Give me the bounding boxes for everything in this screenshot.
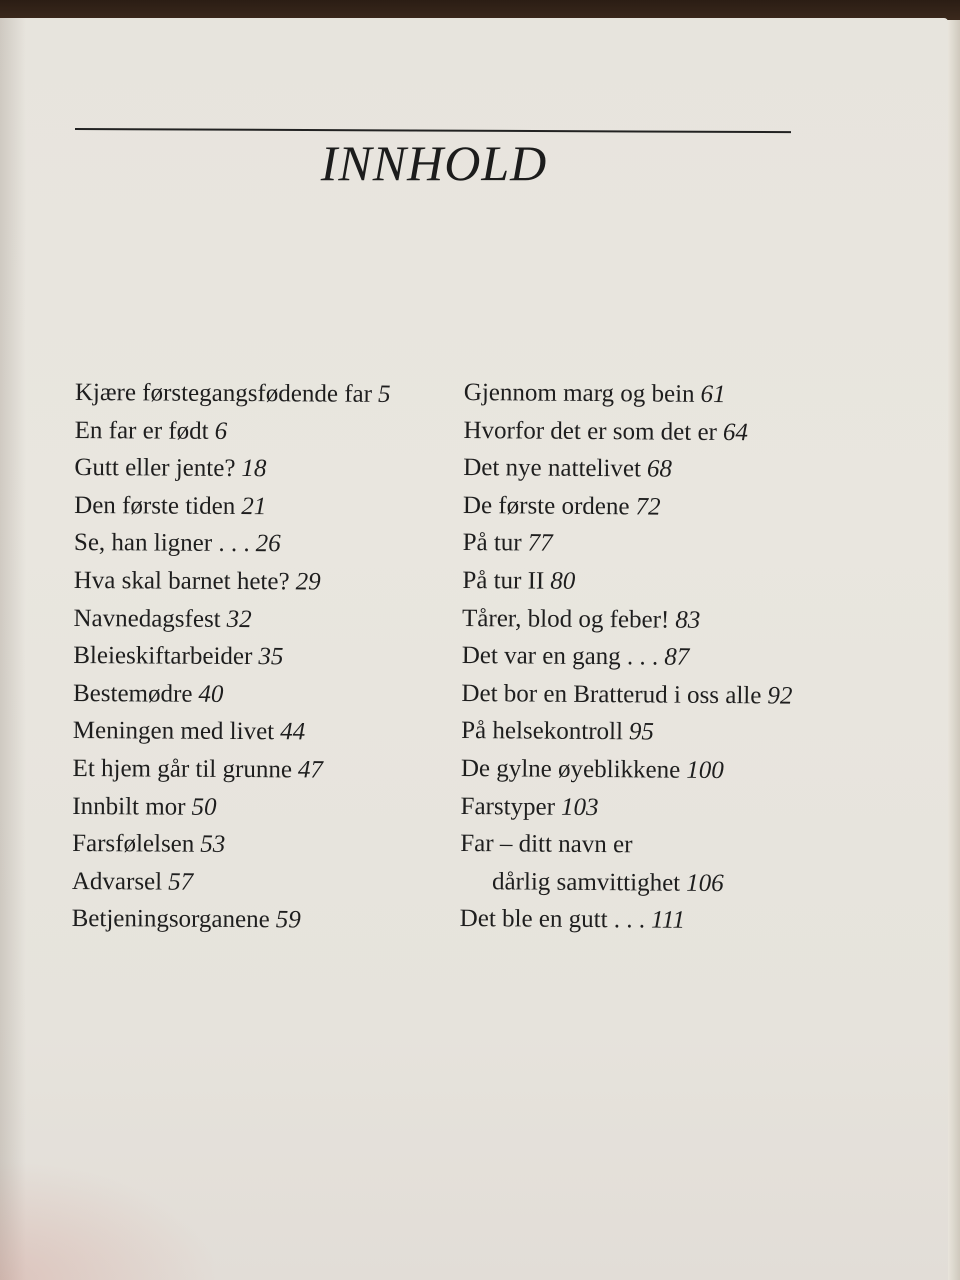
toc-entry xyxy=(74,449,390,489)
toc-entry xyxy=(74,524,390,564)
toc-entry-title: De første ordene xyxy=(462,491,630,521)
toc-entry-title: På helsekontroll xyxy=(461,717,624,746)
toc-entry-title: Tårer, blod og feber! xyxy=(461,604,670,634)
toc-entry-title: Gjennom marg og bein xyxy=(463,378,695,408)
toc-entry-title: Betjeningsorganene xyxy=(71,905,270,934)
toc-entry-page-number: 106 xyxy=(686,869,724,897)
toc-entry-page-number: 59 xyxy=(275,906,301,934)
toc-entry-page-number: 35 xyxy=(258,643,284,671)
toc-entry-page-number: 100 xyxy=(686,756,724,784)
toc-entry-page-number: 72 xyxy=(635,493,661,521)
toc-entry-title: Navnedagsfest xyxy=(73,604,221,633)
toc-entry-title: Bleieskiftarbeider xyxy=(73,642,253,671)
toc-entry xyxy=(72,825,388,865)
toc-entry xyxy=(75,412,391,452)
toc-entry-page-number: 92 xyxy=(767,682,793,710)
toc-entry xyxy=(462,562,793,602)
toc-entry-page-number: 87 xyxy=(664,643,690,671)
toc-entry-page-number: 26 xyxy=(255,530,281,558)
toc-entry-page-number: 103 xyxy=(560,793,599,821)
toc-entry xyxy=(72,750,388,790)
toc-entry xyxy=(463,412,794,452)
toc-entry xyxy=(73,600,389,640)
toc-entry xyxy=(461,675,792,715)
toc-entry-title: På tur II xyxy=(462,566,545,595)
toc-entry xyxy=(462,600,793,640)
toc-entry-page-number: 77 xyxy=(527,529,553,558)
toc-entry-title: Bestemødre xyxy=(72,679,193,708)
toc-entry xyxy=(74,562,390,602)
toc-entry-title: Den første tiden xyxy=(74,491,236,520)
toc-entry-page-number: 80 xyxy=(550,567,576,595)
toc-entry-title: Far – ditt navn er xyxy=(460,830,633,859)
toc-entry xyxy=(463,449,794,489)
toc-entry xyxy=(463,487,794,527)
toc-entry-title: Hvorfor det er som det er xyxy=(463,416,718,446)
toc-entry-page-number: 40 xyxy=(198,680,224,708)
toc-entry xyxy=(72,788,388,828)
toc-entry xyxy=(460,825,791,865)
toc-entry-title: Farstyper xyxy=(460,792,556,821)
toc-entry-title: Farsfølelsen xyxy=(72,830,195,858)
toc-entry xyxy=(460,788,791,828)
toc-entry xyxy=(72,900,388,940)
toc-entry-title: Gutt eller jente? xyxy=(74,454,236,483)
toc-entry xyxy=(73,637,389,677)
toc-entry-page-number: 53 xyxy=(200,830,226,859)
toc-entry-page-number: 6 xyxy=(214,417,228,445)
toc-entry xyxy=(461,712,792,752)
toc-entry-title: Advarsel xyxy=(71,867,163,896)
toc-entry xyxy=(464,374,795,414)
toc-entry-title: Hva skal barnet hete? xyxy=(73,566,290,596)
page-title: INNHOLD xyxy=(320,135,548,191)
toc-entry-title: Det var en gang . . . xyxy=(461,642,659,671)
toc-entry-page-number: 21 xyxy=(241,492,267,520)
toc-entry-title: På tur xyxy=(462,529,522,557)
toc-entry xyxy=(461,750,792,790)
toc-entry xyxy=(462,637,793,677)
toc-entry-page-number: 44 xyxy=(280,718,306,746)
toc-entry-title: Det ble en gutt . . . xyxy=(459,905,646,934)
toc-entry xyxy=(74,487,390,527)
toc-entry-title: Innbilt mor xyxy=(72,792,186,821)
page-gutter-shadow xyxy=(0,18,26,1280)
toc-entry-page-number: 50 xyxy=(191,793,217,821)
toc-entry xyxy=(460,900,791,940)
toc-entry xyxy=(72,863,388,903)
toc-entry-title: En far er født xyxy=(74,416,209,445)
toc-entry xyxy=(460,863,791,903)
toc-entry xyxy=(73,675,389,715)
toc-entry-page-number: 68 xyxy=(646,455,673,483)
toc-entry-page-number: 61 xyxy=(700,380,726,409)
toc-entry-page-number: 5 xyxy=(377,380,391,408)
toc-entry-page-number: 47 xyxy=(297,756,324,784)
toc-entry xyxy=(75,374,391,414)
toc-entry-title: Det nye nattelivet xyxy=(463,454,642,483)
toc-entry-page-number: 29 xyxy=(295,568,321,596)
page-bottom-tint xyxy=(0,1160,220,1280)
toc-entry-title: dårlig samvittighet xyxy=(491,867,681,897)
toc-entry-page-number: 95 xyxy=(628,718,655,746)
toc-entry xyxy=(463,524,794,564)
toc-entry-page-number: 64 xyxy=(722,418,749,446)
toc-entry-page-number: 32 xyxy=(226,605,252,633)
toc-entry-page-number: 111 xyxy=(650,906,686,935)
toc-entry xyxy=(73,712,389,752)
toc-entry-title: Et hjem går til grunne xyxy=(72,754,293,784)
toc-entry-title: Det bor en Bratterud i oss alle xyxy=(461,679,762,710)
toc-entry-page-number: 57 xyxy=(168,868,194,896)
toc-left-column xyxy=(72,374,391,940)
toc-entry-page-number: 18 xyxy=(241,455,267,483)
toc-entry-page-number: 83 xyxy=(675,606,701,634)
toc-entry-title: Kjære førstegangsfødende far xyxy=(74,378,373,408)
toc-entry-title: Meningen med livet xyxy=(72,717,275,746)
toc-entry-title: De gylne øyeblikkene xyxy=(460,754,681,784)
toc-entry-title: Se, han ligner . . . xyxy=(73,529,250,558)
toc-right-column xyxy=(460,374,795,940)
